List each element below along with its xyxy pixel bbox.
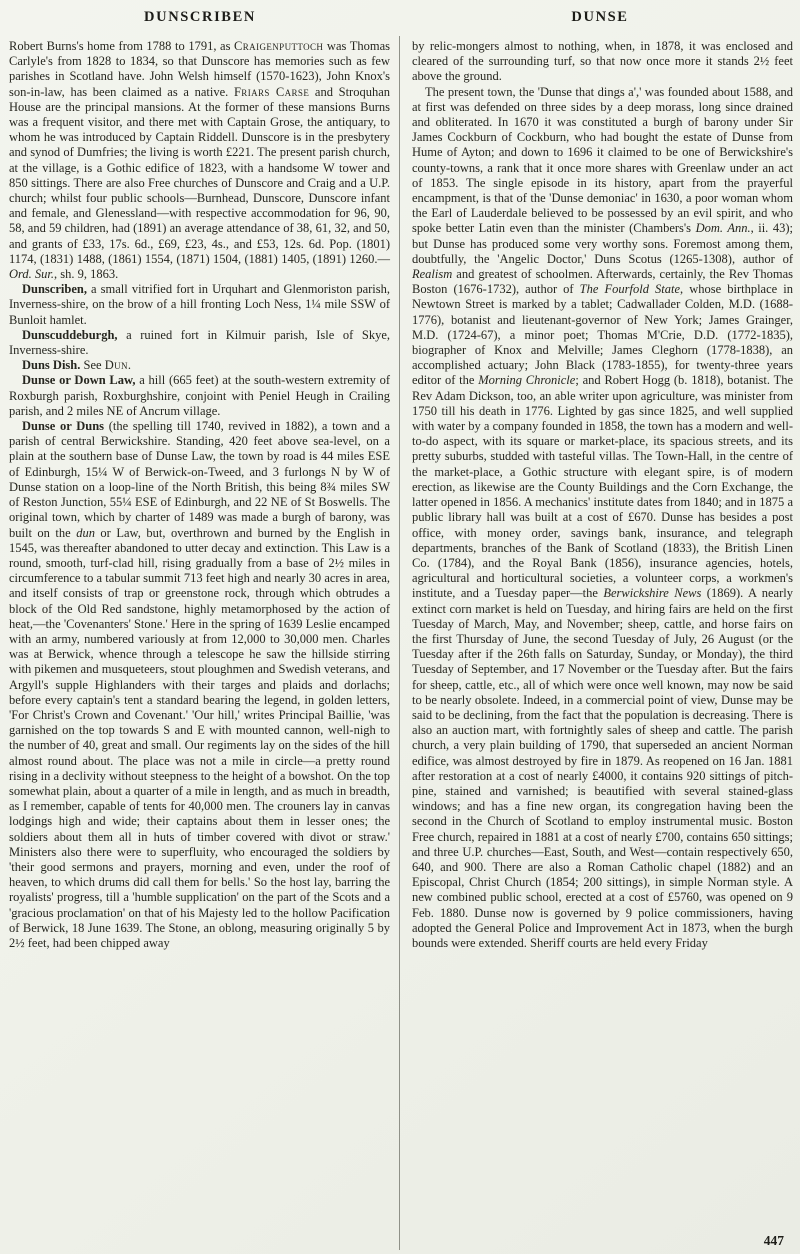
running-heads xyxy=(0,0,800,35)
paragraph xyxy=(412,39,793,85)
text-run: Dunscriben, xyxy=(22,282,87,297)
text-run: Robert Burns's home from 1788 to 1791, as xyxy=(9,39,235,53)
right-column xyxy=(400,39,800,1254)
paragraph xyxy=(9,419,390,951)
paragraph xyxy=(9,328,390,358)
paragraph xyxy=(9,358,390,373)
left-column xyxy=(0,39,400,1254)
text-run: Dunscuddeburgh, xyxy=(22,327,118,342)
text-columns xyxy=(0,39,800,1254)
text-run: a small vitrified fort in Urquhart and Glenmoriston parish, Inverness-shire, on the brow of a hill fronting Loch Ness, 1¼ mile SSW of Bunloit hamlet. xyxy=(9,282,390,327)
text-run: or Law, but, overthrown and burned by the English in 1545, was thereafter abandoned to utter decay and extinction. This Law is a round, smooth, turf-clad hill, rising gradually from a base of 2½ miles in circumference to a tabular summit 713 feet high and nearly 30 acres in area, and itself consists of trap or greenstone rock, through which obtrudes a block of the Old Red sandstone, highly metamorphosed by the action of heat,—the 'Covenanters' Stone.' Here in the spring of 1639 Leslie encamped with an army, numbered variously at from 12,000 to 30,000 men. Charles was at Berwick, whence through a telescope he saw the hillside stirring with pikemen and musqueteers, stout ploughmen and Swedish veterans, and Argyll's supple Highlanders with their targes and plaids and dorlachs; before every captain's tent a standard bearing the legend, in golden letters, 'For Christ's Crown and Covenant.' 'Our hill,' writes Principal Baillie, 'was garnished on the top towards S and E with mounted cannon, well-nigh to the number of 40, great and small. Our regiments lay on the sides of the hill almost round about. The place was not a mile in circle—a pretty round rising in a declivity without steepness to the height of a bowshot. On the top somewhat plain, about a quarter of a mile in length, and as much in breadth, as I remember, capable of tents for 40,000 men. The crouners lay in canvas lodgings high and wide; their captains about them in lesser ones; the soldiers about them all in huts of timber covered with divot or straw.' Ministers also there were to superfluity, who encouraged the soldiers by 'their good sermons and prayers, morning and even, under the roof of heaven, to which drums did call them for bells.' So the host lay, barring the royalists' progress, till a 'humble supplication' on the part of the Scots and a 'gracious proclamation' on that of his Majesty led to the hollow Pacification of Berwick, 18 June 1639. The Stone, an oblong, measuring originally 5 by 2½ feet, had been chipped away xyxy=(9,525,390,950)
text-run: was Thomas Carlyle's from 1828 to 1834, so that Dunscore has memories such as few parishes in Scotland have. John Welsh himself (1570-1623), John Knox's son-in-law, has been claimed as a native. xyxy=(9,39,390,99)
text-run: . xyxy=(127,358,132,373)
text-run: Berwickshire News xyxy=(603,586,702,601)
text-run: Dom. Ann. xyxy=(695,221,751,236)
text-run: a ruined fort in Kilmuir parish, Isle of Skye, Inverness-shire. xyxy=(9,327,390,358)
text-run: and greatest of schoolmen. Afterwards, certainly, the Rev Thomas Boston (1676-1732), author of xyxy=(412,267,793,297)
right-running-head: DUNSE xyxy=(571,9,629,25)
text-run: , whose birthplace in Newtown Street is marked by a tablet; Cadwallader Colden, M.D. (1688-1776), botanist and lieutenant-governor of New York; James Grainger, M.D. (1724-67), a minor poet; Thomas M'Crie, D.D. (1772-1835), biographer of Knox and Melville; James Cleghorn (1778-1838), an accomplished actuary; John Black (1783-1855), for twenty-three years editor of the xyxy=(412,282,793,388)
text-run: Craigenputtoch xyxy=(234,39,324,53)
text-run: , sh. 9, 1863. xyxy=(54,267,119,282)
text-run: ; and Robert Hogg (b. 1818), botanist. The Rev Adam Dickson, too, an able writer upon agriculture, was minister from 1750 till his death in 1776. Lighted by gas since 1825, and well supplied with water by a company founded in 1858, the town has a modern and well-to-do aspect, with its square or market-place, its spacious streets, and its pretty suburbs, studded with tasteful villas. The Town-Hall, in the centre of the market-place, a Gothic structure with elegant spire, is of modern erection, as likewise are the County Buildings and the Corn Exchange, the latter opened in 1856. A mechanics' institute dates from 1840; and in 1875 a public library hall was built at a cost of £670. Dunse has besides a post office, with money order, savings bank, insurance, and telegraph departments, branches of the Bank of Scotland (1833), the British Linen Co. (1784), and the Royal Bank (1856), insurance agencies, hotels, agricultural and horticultural societies, a volunteer corps, a workmen's institute, and a Tuesday paper—the xyxy=(412,373,794,601)
text-run: Dunse or Down Law, xyxy=(22,373,136,388)
text-run: Morning Chronicle xyxy=(478,373,576,388)
text-run: The present town, the 'Dunse that dings a',' was founded about 1588, and at first was defended on three sides by a deep morass, long since drained and obliterated. In 1670 it was constituted a burgh of barony under Sir James Cockburn of Cockburn, who had bought the estate of Dunse from Hume of Ayton; and down to 1696 it claimed to be one of Berwickshire's county-towns, a rank that it once more shares with Greenlaw under an act of 1853. The single episode in its history, apart from the prayerful encampment, is that of the 'Dunse demoniac' in 1630, a poor woman whom the Earl of Lauderdale believed to be possessed by an evil spirit, and who spoke better Latin even than the minister (Chambers's xyxy=(412,84,793,236)
text-run: Duns Dish. xyxy=(22,358,81,373)
paragraph xyxy=(412,85,793,952)
text-run: Dunse or Duns xyxy=(22,419,105,434)
text-run: by relic-mongers almost to nothing, when, in 1878, it was enclosed and cleared of the surrounding turf, so that now once more it stands 2½ feet above the ground. xyxy=(412,39,793,84)
text-run: Friars Carse xyxy=(233,84,310,99)
text-run: (1869). A nearly extinct corn market is held on Tuesday, and hiring fairs are held on the first Tuesday of March, May, and November; sheep, cattle, and horse fairs on the first Thursday of June, the second Tuesday of July, 26 August (or the Tuesday after if the 26th falls on Saturday, Sunday, or Monday), the third Tuesday of September, and 17 November or the Tuesday after. But the fairs for sheep, cattle, etc., all of which were once well known, may now be said to be nearly obsolete. Indeed, in a commercial point of view, Dunse may be said to be declining, from the fact that the population is decreasing. There is also an auction mart, with fortnightly sales of sheep and cattle. The parish church, a very plain building of 1790, that superseded an ancient Norman edifice, was almost destroyed by fire in 1879. As reopened on 16 Jan. 1881 after restoration at a cost of nearly £4000, it contains 920 sittings of pitch-pine, stained and varnished; is beautified with several stained-glass windows; and has a fine new organ, its congregation having been the second in the Church of Scotland to employ instrumental music. Boston Free church, repaired in 1881 at a cost of nearly £700, contains 650 sittings; and three U.P. churches—East, South, and West—contain respectively 650, 640, and 900. There are also a Roman Catholic chapel (1882) and an Episcopal, Christ Church (1854; 200 sittings), in simple Norman style. A new combined public school, erected at a cost of £5760, was opened on 9 Feb. 1880. Dunse now is governed by 9 police commissioners, having adopted the General Police and Improvement Act in 1873, when the burgh bounds were extended. Sheriff courts are held every Friday xyxy=(412,586,793,950)
text-run: The Fourfold State xyxy=(579,282,681,297)
paragraph xyxy=(9,373,390,419)
text-run: See xyxy=(80,358,105,373)
left-running-head: DUNSCRIBEN xyxy=(144,9,256,25)
text-run: , ii. 43); but Dunse has produced some very worthy sons. Foremost among them, doubtfully, the 'Angelic Doctor,' Duns Scotus (1265-1308), author of xyxy=(412,221,793,266)
page-number: 447 xyxy=(763,1233,784,1248)
text-run: and Stroquhan House are the principal mansions. At the former of these mansions Burns was a frequent visitor, and there met with Captain Grose, the antiquary, to whom he was introduced by Captain Riddell. Dunscore is in the presbytery and synod of Dumfries; the living is worth £221. The present parish church, at the village, is a Gothic edifice of 1823, with a handsome W tower and 850 sittings. There are also Free churches of Dunscore and Craig and a U.P. church; whilst four public schools—Burnhead, Dunscore, Dunscore infant and female, and Glenessland—with respective accommodation for 96, 90, 58, and 59 children, had (1891) an average attendance of 38, 61, 32, and 50, and grants of £33, 17s. 6d., £69, £23, 4s., and £53, 12s. 6d. Pop. (1801) 1174, (1831) 1488, (1861) 1554, (1871) 1504, (1881) 1405, (1891) 1260.— xyxy=(9,84,390,266)
text-run: Ord. Sur. xyxy=(9,267,55,282)
text-run: Realism xyxy=(412,267,453,282)
paragraph xyxy=(9,282,390,328)
paragraph xyxy=(9,39,390,282)
text-run: Dun xyxy=(104,358,128,373)
text-run: a hill (665 feet) at the south-western extremity of Roxburgh parish, Roxburghshire, conjoint with Peniel Heugh in Crailing parish, and 2 miles NE of Ancrum village. xyxy=(9,373,390,418)
text-run: (the spelling till 1740, revived in 1882), a town and a parish of central Berwickshire. Standing, 420 feet above sea-level, on a plain at the southern base of Dunse Law, the town by road is 44 miles ESE of Edinburgh, 15¼ W of Berwick-on-Tweed, and 3 furlongs N by W of Dunse station on a loop-line of the North British, this being 8¾ miles SW of Reston Junction, 55¼ ESE of Edinburgh, and 22 NE of St Boswells. The original town, which by charter of 1489 was made a burgh of barony, was built on the xyxy=(9,419,390,540)
text-run: dun xyxy=(76,525,95,540)
